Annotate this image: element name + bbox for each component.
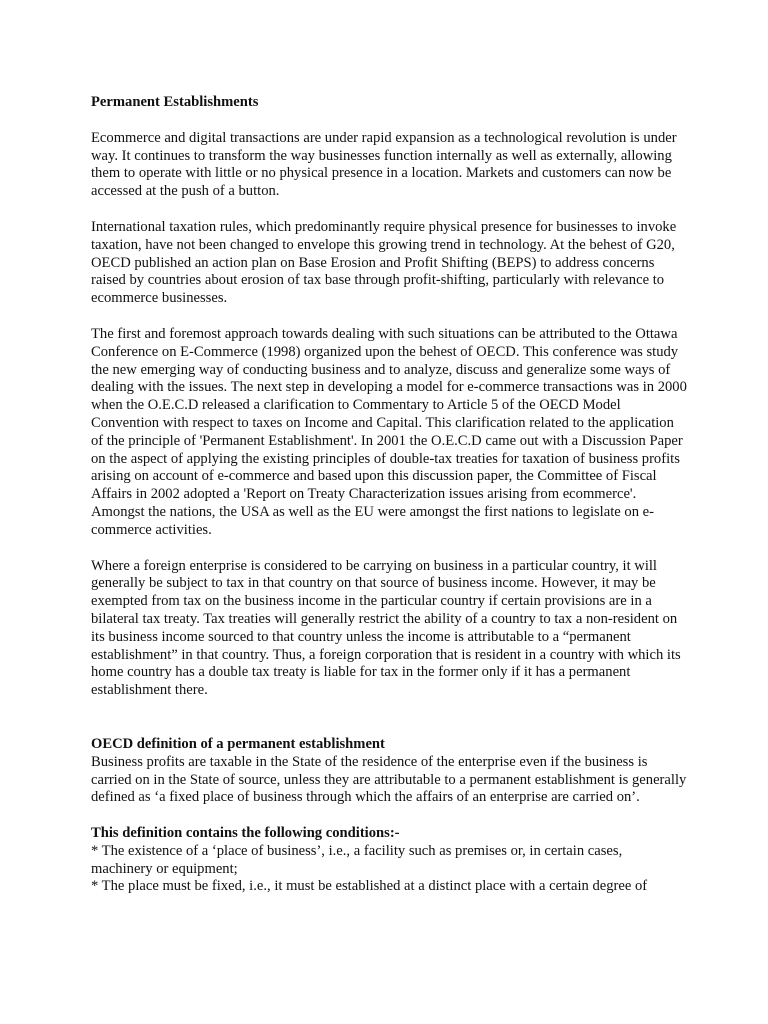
paragraph-foreign-enterprise: Where a foreign enterprise is considered to be carrying on business in a particular country, it will generally be subject to tax in that country on that source of business income. However, it may be exempted from tax on the business income in the particular country if certain provisions are in a bilateral tax treaty. Tax treaties will generally restrict the ability of a country to tax a non-resident on its business income sourced to that country unless the income is attributable to a “permanent establishment” in that country. Thus, a foreign corporation that is resident in a country with which its home country has a double tax treaty is liable for tax in the former only if it has a permanent establishment there.	[91, 557, 681, 699]
section-heading-oecd-definition: OECD definition of a permanent establishment	[91, 735, 385, 752]
conditions-heading: This definition contains the following conditions:-	[91, 825, 400, 842]
spacer	[91, 540, 687, 558]
document-title: Permanent Establishments	[91, 94, 259, 110]
spacer	[91, 807, 687, 825]
spacer	[91, 308, 687, 326]
condition-item: * The place must be fixed, i.e., it must be established at a distinct place with a certain degree of	[91, 878, 648, 895]
spacer	[91, 112, 687, 130]
spacer	[91, 201, 687, 219]
condition-item: * The existence of a ‘place of business’, i.e., a facility such as premises or, in certain cases, machinery or equipment;	[91, 842, 623, 877]
paragraph-ottawa-conference: The first and foremost approach towards dealing with such situations can be attributed to the Ottawa Conference on E-Commerce (1998) organized upon the behest of OECD. This conference was study the new emerging way of conducting business and to analyze, discuss and generalize some ways of dealing with the issues. The next step in developing a model for e-commerce transactions was in 2000 when the O.E.C.D released a clarification to Commentary to Article 5 of the OECD Model Convention with respect to taxes on Income and Capital. This clarification related to the application of the principle of 'Permanent Establishment'. In 2001 the O.E.C.D came out with a Discussion Paper on the aspect of applying the existing principles of double-tax treaties for taxation of business profits arising on account of e-commerce and based upon this discussion paper, the Committee of Fiscal Affairs in 2002 adopted a 'Report on Treaty Characterization issues arising from ecommerce'. Amongst the nations, the USA as well as the EU were amongst the first nations to legislate on e-commerce activities.	[91, 325, 687, 538]
paragraph-taxation-rules: International taxation rules, which predominantly require physical presence for businesses to invoke taxation, have not been changed to envelope this growing trend in technology. At the behest of G20, OECD published an action plan on Base Erosion and Profit Shifting (BEPS) to address concerns raised by countries about erosion of tax base through profit-shifting, particularly with relevance to ecommerce businesses.	[91, 218, 677, 307]
paragraph-intro: Ecommerce and digital transactions are under rapid expansion as a technological revolution is under way. It continues to transform the way businesses function internally as well as externally, allowing them to operate with little or no physical presence in a location. Markets and customers can now be accessed at the push of a button.	[91, 129, 677, 200]
paragraph-oecd-definition: Business profits are taxable in the State of the residence of the enterprise even if the business is carried on in the State of source, unless they are attributable to a permanent establishment is generally defined as ‘a fixed place of business through which the affairs of an enterprise are carried on’.	[91, 753, 687, 806]
spacer	[91, 700, 687, 736]
document-page	[91, 94, 687, 896]
